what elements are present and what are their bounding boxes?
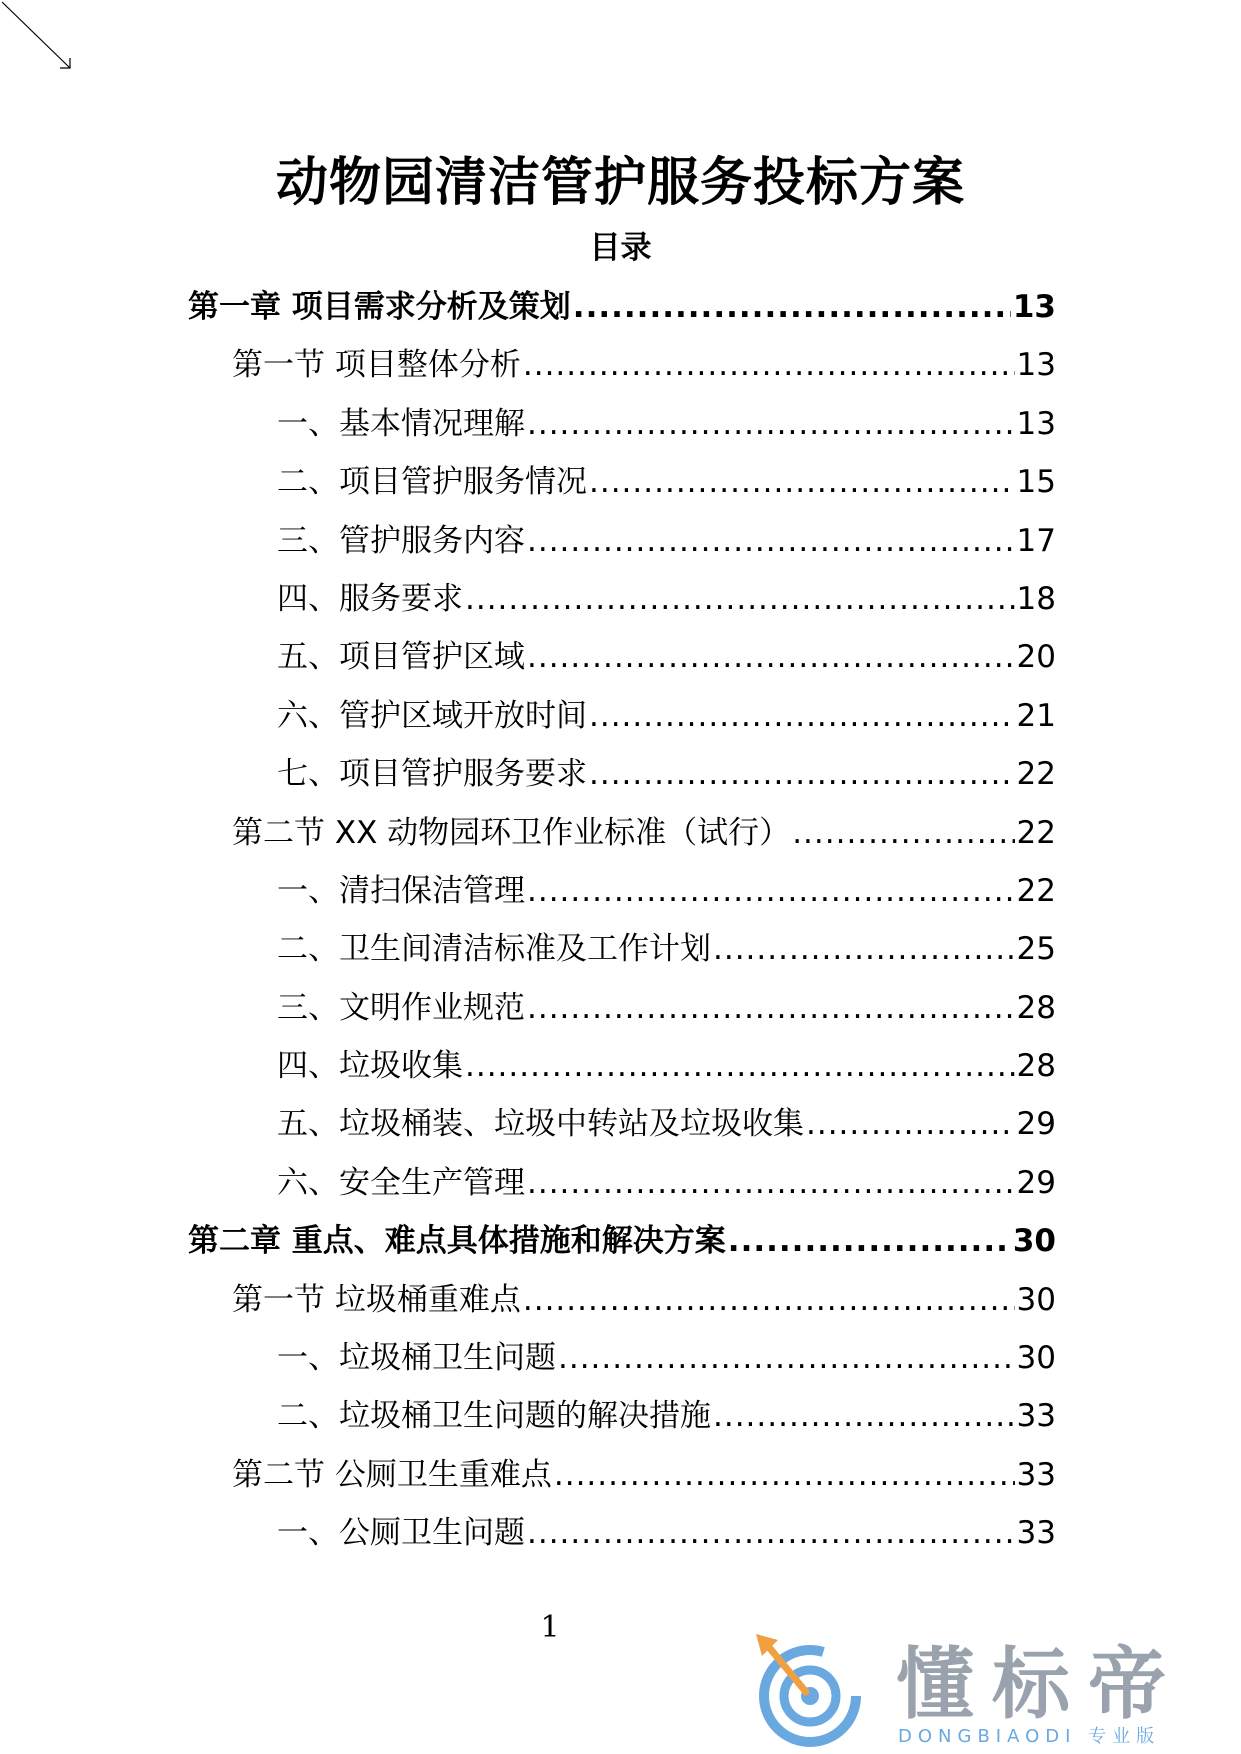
- toc-entry-title: 一、公厕卫生问题: [277, 1515, 525, 1552]
- toc-dot-leader: [589, 460, 1015, 504]
- toc-subsection-entry[interactable]: [188, 927, 1056, 985]
- toc-entry-page: 30: [1016, 1281, 1056, 1318]
- watermark-brand: 懂标帝: [896, 1640, 1185, 1730]
- toc-section-entry[interactable]: [188, 1453, 1056, 1511]
- toc-entry-page: 22: [1016, 814, 1056, 851]
- toc-dot-leader: [713, 1394, 1015, 1438]
- toc-entry-page: 30: [1016, 1340, 1056, 1377]
- toc-dot-leader: [806, 1102, 1015, 1146]
- toc-dot-leader: [589, 752, 1015, 796]
- corner-arrow-icon: [0, 0, 80, 80]
- toc-section-entry[interactable]: [188, 811, 1056, 869]
- toc-entry-title: 二、垃圾桶卫生问题的解决措施: [277, 1398, 711, 1435]
- toc-dot-leader: [573, 285, 1011, 329]
- toc-entry-page: 29: [1016, 1164, 1056, 1201]
- toc-subsection-entry[interactable]: [188, 402, 1056, 460]
- toc-entry-title: 三、管护服务内容: [277, 522, 525, 559]
- toc-subsection-entry[interactable]: [188, 1044, 1056, 1102]
- toc-subsection-entry[interactable]: [188, 1511, 1056, 1569]
- toc-entry-page: 33: [1016, 1456, 1056, 1493]
- toc-dot-leader: [465, 1044, 1015, 1088]
- toc-entry-page: 33: [1016, 1398, 1056, 1435]
- toc-dot-leader: [713, 927, 1015, 971]
- table-of-contents: [188, 285, 1056, 1570]
- target-icon: [748, 1630, 868, 1750]
- toc-subsection-entry[interactable]: [188, 1394, 1056, 1452]
- toc-entry-page: 33: [1016, 1515, 1056, 1552]
- toc-subsection-entry[interactable]: [188, 460, 1056, 518]
- document-title: 动物园清洁管护服务投标方案: [275, 153, 965, 213]
- toc-dot-leader: [558, 1336, 1015, 1380]
- toc-entry-title: 第一章 项目需求分析及策划: [188, 289, 571, 325]
- toc-entry-title: 第一节 项目整体分析: [232, 347, 521, 384]
- toc-heading: 目录: [589, 230, 652, 266]
- toc-entry-title: 第二节 公厕卫生重难点: [232, 1456, 552, 1493]
- toc-entry-title: 第一节 垃圾桶重难点: [232, 1281, 521, 1318]
- toc-entry-title: 一、垃圾桶卫生问题: [277, 1340, 556, 1377]
- toc-entry-page: 28: [1016, 989, 1056, 1026]
- toc-chapter-entry[interactable]: [188, 285, 1056, 343]
- toc-subsection-entry[interactable]: [188, 869, 1056, 927]
- toc-subsection-entry[interactable]: [188, 1102, 1056, 1160]
- toc-subsection-entry[interactable]: [188, 1161, 1056, 1219]
- toc-dot-leader: [523, 1278, 1015, 1322]
- toc-entry-title: 四、服务要求: [277, 580, 463, 617]
- toc-entry-page: 21: [1016, 697, 1056, 734]
- toc-entry-title: 二、卫生间清洁标准及工作计划: [277, 931, 711, 968]
- toc-dot-leader: [465, 577, 1015, 621]
- toc-entry-page: 25: [1016, 931, 1056, 968]
- toc-entry-page: 15: [1016, 464, 1056, 501]
- toc-chapter-entry[interactable]: [188, 1219, 1056, 1277]
- toc-entry-title: 一、清扫保洁管理: [277, 872, 525, 909]
- toc-subsection-entry[interactable]: [188, 519, 1056, 577]
- toc-dot-leader: [527, 402, 1015, 446]
- toc-entry-page: 13: [1016, 405, 1056, 442]
- toc-entry-page: 18: [1016, 580, 1056, 617]
- toc-entry-title: 七、项目管护服务要求: [277, 756, 587, 793]
- watermark-logo: [748, 1630, 1228, 1750]
- toc-subsection-entry[interactable]: [188, 577, 1056, 635]
- toc-dot-leader: [554, 1453, 1015, 1497]
- toc-dot-leader: [728, 1219, 1011, 1263]
- toc-entry-title: 一、基本情况理解: [277, 405, 525, 442]
- toc-section-entry[interactable]: [188, 1278, 1056, 1336]
- toc-entry-page: 22: [1016, 756, 1056, 793]
- toc-entry-page: 20: [1016, 639, 1056, 676]
- toc-entry-title: 二、项目管护服务情况: [277, 464, 587, 501]
- toc-section-entry[interactable]: [188, 343, 1056, 401]
- toc-entry-title: 五、项目管护区域: [277, 639, 525, 676]
- toc-entry-title: 第二节 XX 动物园环卫作业标准（试行）: [232, 814, 791, 851]
- toc-entry-page: 22: [1016, 872, 1056, 909]
- toc-entry-page: 17: [1016, 522, 1056, 559]
- toc-subsection-entry[interactable]: [188, 1336, 1056, 1394]
- toc-entry-page: 13: [1016, 347, 1056, 384]
- toc-entry-page: 29: [1016, 1106, 1056, 1143]
- toc-subsection-entry[interactable]: [188, 986, 1056, 1044]
- toc-dot-leader: [527, 519, 1015, 563]
- toc-entry-title: 第二章 重点、难点具体措施和解决方案: [188, 1223, 726, 1260]
- toc-entry-title: 三、文明作业规范: [277, 989, 525, 1026]
- toc-subsection-entry[interactable]: [188, 752, 1056, 810]
- toc-dot-leader: [527, 635, 1015, 679]
- toc-dot-leader: [589, 694, 1015, 738]
- toc-dot-leader: [527, 1511, 1015, 1555]
- toc-dot-leader: [523, 343, 1015, 387]
- page-number: 1: [540, 1610, 560, 1645]
- toc-entry-page: 30: [1012, 1223, 1056, 1260]
- toc-dot-leader: [792, 811, 1014, 855]
- toc-dot-leader: [527, 1161, 1015, 1205]
- toc-entry-title: 四、垃圾收集: [277, 1048, 463, 1085]
- toc-subsection-entry[interactable]: [188, 635, 1056, 693]
- watermark-subtitle: DONGBIAODI 专业版: [898, 1726, 1161, 1747]
- toc-subsection-entry[interactable]: [188, 694, 1056, 752]
- toc-dot-leader: [527, 986, 1015, 1030]
- toc-dot-leader: [527, 869, 1015, 913]
- toc-entry-title: 六、管护区域开放时间: [277, 697, 587, 734]
- toc-entry-page: 28: [1016, 1048, 1056, 1085]
- toc-entry-title: 六、安全生产管理: [277, 1164, 525, 1201]
- toc-entry-title: 五、垃圾桶装、垃圾中转站及垃圾收集: [277, 1106, 804, 1143]
- toc-entry-page: 13: [1012, 289, 1056, 325]
